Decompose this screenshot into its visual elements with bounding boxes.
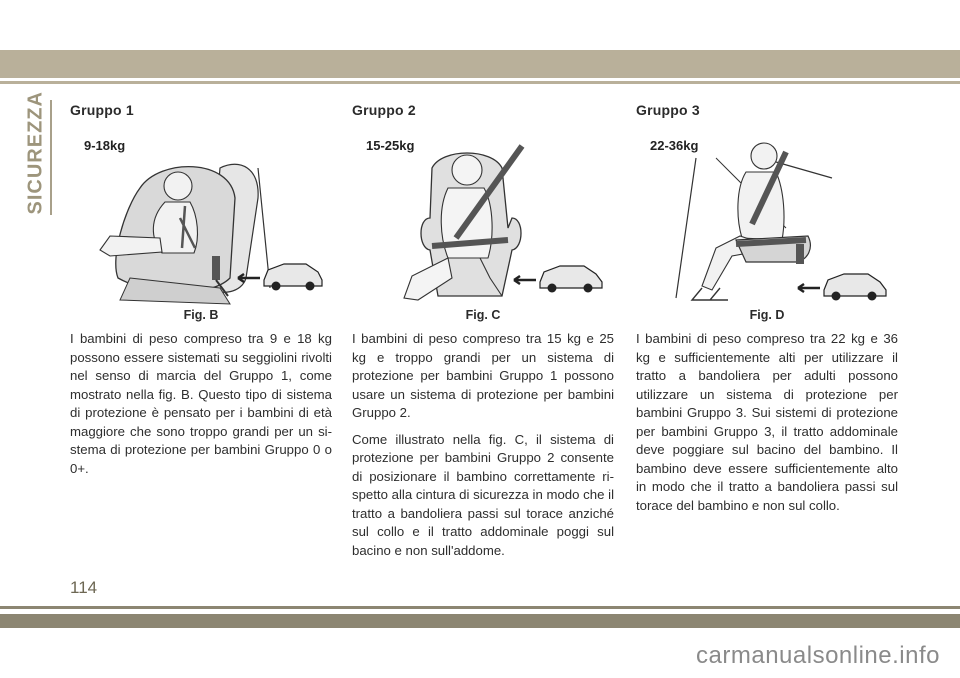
top-header-band [0,0,960,88]
column-gruppo-2 [352,102,614,568]
illustration-forward-facing-seat [70,128,332,306]
paragraph: I bambini di peso compreso tra 15 kg e 25 kg e troppo grandi per un sistema di protezione per bambini Gruppo 1 possono usare un sistema di protezione per bambini Gruppo 2. [352,331,614,420]
footer-bar [0,614,960,628]
heading-gruppo-3: Gruppo 3 [636,102,700,118]
illustration-booster-seat-with-back [352,128,614,306]
weight-label: 15-25kg [366,138,415,153]
header-rule [0,81,960,84]
body-text [636,330,898,515]
watermark-text: carmanualsonline.info [696,642,940,669]
section-label: SICUREZZA [24,91,47,215]
section-tab [24,91,52,215]
column-gruppo-3 [636,102,898,523]
header-bar [0,50,960,78]
body-text [352,330,614,560]
paragraph: I bambini di peso compreso tra 22 kg e 36 kg e sufficientemente alti per utilizzare il tratto a bandoliera per adulti possono utilizzare un sistema di protezione per bambini Gruppo 3. Sui sistemi di protezione per bambini Gruppo 3, il tratto addominale deve poggiare sul bacino del bambino. Il bambino deve essere sufficientemente alto in modo che il tratto a bandoliera passi sul torace del bambino e non sul collo. [636,331,898,513]
illustration-booster-cushion [636,128,898,306]
weight-label: 22-36kg [650,138,699,153]
heading-gruppo-2: Gruppo 2 [352,102,416,118]
column-gruppo-1 [70,102,332,486]
page-number: 114 [70,578,98,597]
figure-caption: Fig. C [465,308,501,322]
weight-label: 9-18kg [84,138,126,153]
figure-d [636,128,898,306]
footer-rule [0,606,960,609]
figure-b [70,128,332,306]
figure-caption: Fig. D [749,308,785,322]
footer-band [0,606,960,630]
heading-gruppo-1: Gruppo 1 [70,102,134,118]
body-text [70,330,332,478]
paragraph: I bambini di peso compreso tra 9 e 18 kg possono essere sistemati su seggiolini rivolti nel senso di marcia del Gruppo 1, come mostrato nella fig. B. Questo tipo di sistema di protezione è pensato per i bambini di età maggiore che sono troppo grandi per un si-stema di protezione per bambini Gruppo 0 o 0+. [70,331,332,476]
figure-c [352,128,614,306]
figure-caption: Fig. B [183,308,219,322]
paragraph: Come illustrato nella fig. C, il sistema di protezione per bambini Gruppo 2 consente di posizionare il bambino correttamente ri-spetto alla cintura di sicurezza in modo che il tratto a bandoliera passi sul torace anziché sul collo e il tratto addominale poggi sul bacino e non sull'addome. [352,431,614,558]
